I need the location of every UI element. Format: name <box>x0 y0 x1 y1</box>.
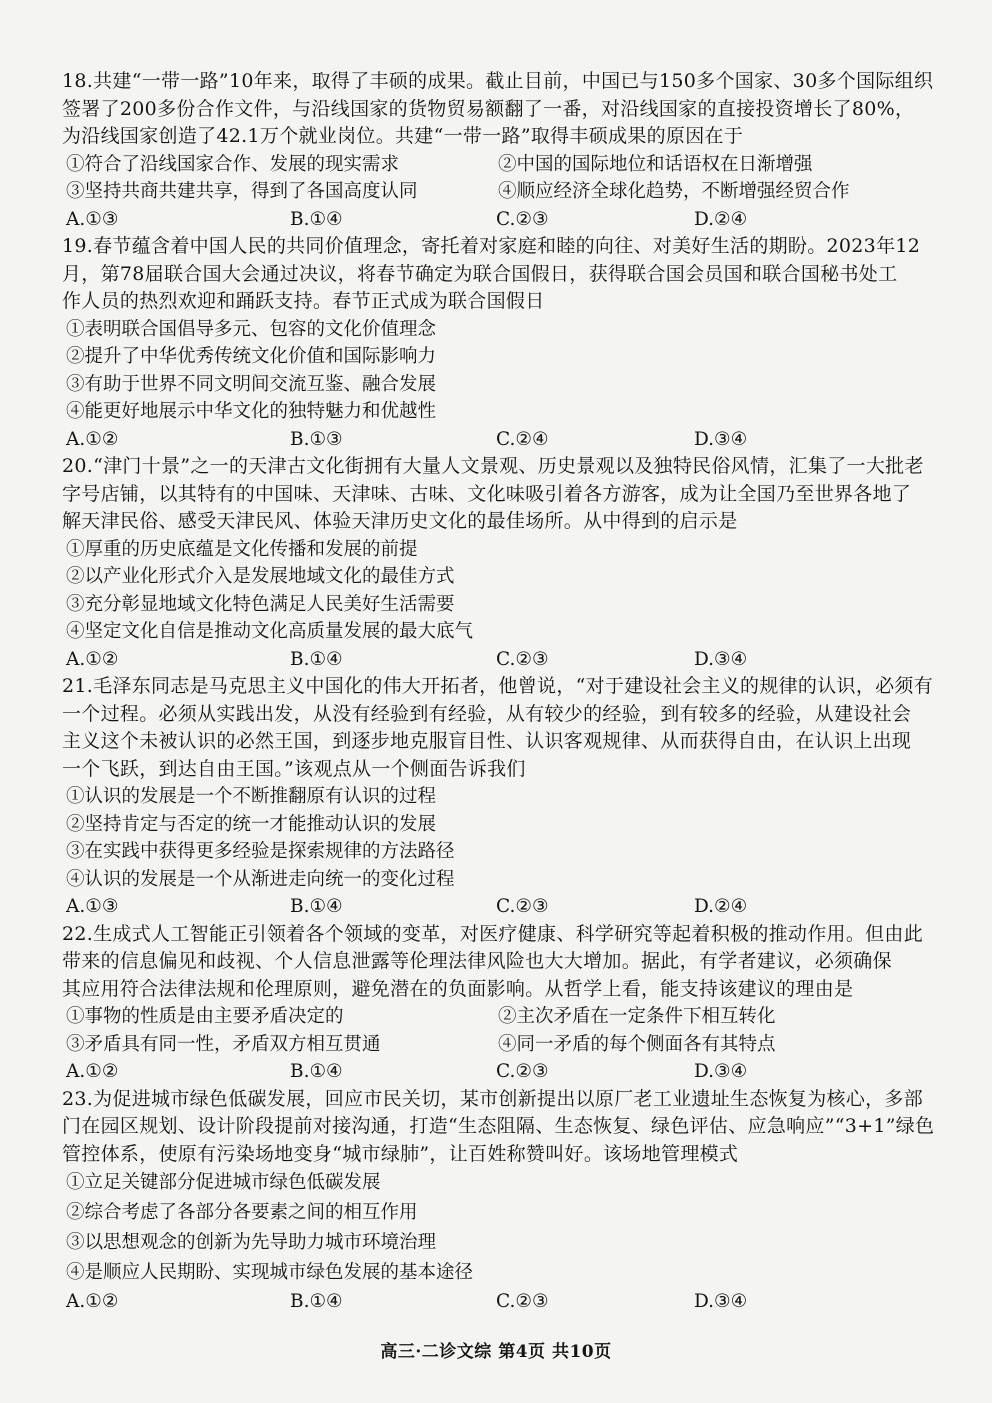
question-21-option-2: ②坚持肯定与否定的统一才能推动认识的发展 <box>66 813 437 835</box>
question-21-stem-line-4: 一个飞跃，到达自由王国。”该观点从一个侧面告诉我们 <box>62 757 526 780</box>
question-22-stem-line-2: 带来的信息偏见和歧视、个人信息泄露等伦理法律风险也大大增加。据此，有学者建议，必须确保 <box>62 950 892 972</box>
question-22 <box>62 921 942 1086</box>
question-23-option-1: ①立足关键部分促进城市绿色低碳发展 <box>66 1172 381 1193</box>
question-21-choices <box>62 893 942 921</box>
question-18-option-4: ④顺应经济全球化趋势，不断增强经贸合作 <box>498 181 850 202</box>
question-19-option-1: ①表明联合国倡导多元、包容的文化价值理念 <box>66 318 437 340</box>
question-20-stem-line-2: 字号店铺，以其特有的中国味、天津味、古味、文化味吸引着各方游客，成为让全国乃至世界各地了 <box>62 482 912 505</box>
question-21-choice-b[interactable]: B.①④ <box>290 896 343 917</box>
question-20-choice-d[interactable]: D.③④ <box>694 648 748 670</box>
question-18-option-1: ①符合了沿线国家合作、发展的现实需求 <box>66 153 400 175</box>
question-21-stem-line-2: 一个过程。必须从实践出发，从没有经验到有经验，从有较少的经验，到有较多的经验，从建设社会 <box>62 702 912 725</box>
question-22-choice-b[interactable]: B.①④ <box>290 1061 343 1082</box>
question-23-choice-d[interactable]: D.③④ <box>694 1291 748 1312</box>
question-20-option-4: ④坚定文化自信是推动文化高质量发展的最大底气 <box>66 621 474 642</box>
question-22-options-row-1 <box>62 1003 942 1031</box>
question-23-choice-a[interactable]: A.①② <box>66 1291 119 1312</box>
question-20-stem-line-3: 解天津民俗、感受天津民风、体验天津历史文化的最佳场所。从中得到的启示是 <box>62 510 738 532</box>
question-20-option-1: ①厚重的历史底蕴是文化传播和发展的前提 <box>66 538 418 560</box>
question-20-choice-a[interactable]: A.①② <box>66 648 119 670</box>
question-18-option-2: ②中国的国际地位和话语权在日渐增强 <box>498 153 813 175</box>
question-19-choice-c[interactable]: C.②④ <box>496 428 549 450</box>
question-22-choice-a[interactable]: A.①② <box>66 1061 119 1082</box>
question-23-stem-line-2: 门在园区规划、设计阶段提前对接沟通，打造“生态阻隔、生态恢复、绿色评估、应急响应”“3+1”绿色 <box>62 1115 935 1137</box>
question-21-option-4: ④认识的发展是一个从渐进走向统一的变化过程 <box>66 868 455 890</box>
question-19-choice-d[interactable]: D.③④ <box>694 428 748 450</box>
question-21-stem-line-3: 主义这个未被认识的必然王国，到逐步地克服盲目性、认识客观规律、从而获得自由，在认识上出现 <box>62 730 912 752</box>
question-18-stem-line-1: 18.共建“一带一路”10年来，取得了丰硕的成果。截止目前，中国已与150多个国家、30多个国际组织 <box>62 70 934 92</box>
question-18-choice-a[interactable]: A.①③ <box>66 208 119 230</box>
question-23-stem-line-1: 23.为促进城市绿色低碳发展，回应市民关切，某市创新提出以原厂老工业遗址生态恢复为核心，多部 <box>62 1087 924 1110</box>
question-20-option-2: ②以产业化形式介入是发展地域文化的最佳方式 <box>66 566 455 587</box>
question-23-choice-c[interactable]: C.②③ <box>496 1291 549 1312</box>
question-18-options-row-2 <box>62 178 942 206</box>
question-23-choice-b[interactable]: B.①④ <box>290 1291 343 1312</box>
question-18-options-row-1 <box>62 151 942 179</box>
question-19-stem-line-2: 月，第78届联合国大会通过决议，将春节确定为联合国假日，获得联合国会员国和联合国秘书处工 <box>62 262 898 285</box>
question-22-stem-line-3: 其应用符合法律法规和伦理原则，避免潜在的负面影响。从哲学上看，能支持该建议的理由是 <box>62 977 854 1000</box>
question-21-choice-c[interactable]: C.②③ <box>496 896 549 917</box>
exam-page <box>62 68 942 1316</box>
question-18 <box>62 68 942 233</box>
question-18-choice-c[interactable]: C.②③ <box>496 208 549 230</box>
question-22-choices <box>62 1058 942 1086</box>
question-22-option-1: ①事物的性质是由主要矛盾决定的 <box>66 1006 344 1027</box>
question-19-stem-line-1: 19.春节蕴含着中国人民的共同价值理念，寄托着对家庭和睦的向往、对美好生活的期盼。2023年12 <box>62 235 921 257</box>
question-19-option-2: ②提升了中华优秀传统文化价值和国际影响力 <box>66 346 437 367</box>
question-20-stem-line-1: 20.“津门十景”之一的天津古文化街拥有大量人文景观、历史景观以及独特民俗风情，汇集了一大批老 <box>62 455 924 477</box>
question-21-option-3: ③在实践中获得更多经验是探索规律的方法路径 <box>66 841 455 862</box>
question-19 <box>62 233 942 453</box>
question-22-stem-line-1: 22.生成式人工智能正引领着各个领域的变革，对医疗健康、科学研究等起着积极的推动作用。但由此 <box>62 922 924 945</box>
question-18-choice-b[interactable]: B.①④ <box>290 208 343 230</box>
question-20-option-3: ③充分彰显地域文化特色满足人民美好生活需要 <box>66 593 455 615</box>
question-19-choice-b[interactable]: B.①③ <box>290 428 343 450</box>
question-22-option-4: ④同一矛盾的每个侧面各有其特点 <box>498 1033 776 1055</box>
question-23-option-3: ③以思想观念的创新为先导助力城市环境治理 <box>66 1232 437 1253</box>
question-21-option-1: ①认识的发展是一个不断推翻原有认识的过程 <box>66 786 437 807</box>
question-21-choice-d[interactable]: D.②④ <box>694 896 748 917</box>
question-22-option-2: ②主次矛盾在一定条件下相互转化 <box>498 1006 776 1027</box>
question-18-choices <box>62 206 942 234</box>
question-20 <box>62 453 942 673</box>
question-18-stem-line-3: 为沿线国家创造了42.1万个就业岗位。共建“一带一路”取得丰硕成果的原因在于 <box>62 125 744 147</box>
question-19-choices <box>62 426 942 454</box>
question-18-choice-d[interactable]: D.②④ <box>694 208 748 230</box>
page-footer: 高三·二诊文综 第4页 共10页 <box>380 1342 612 1362</box>
question-23-option-4: ④是顺应人民期盼、实现城市绿色发展的基本途径 <box>66 1262 474 1283</box>
question-23-stem-line-3: 管控体系，使原有污染场地变身“城市绿肺”，让百姓称赞叫好。该场地管理模式 <box>62 1142 739 1165</box>
question-20-choice-b[interactable]: B.①④ <box>290 648 343 670</box>
question-21-choice-a[interactable]: A.①③ <box>66 896 119 917</box>
question-19-stem-line-3: 作人员的热烈欢迎和踊跃支持。春节正式成为联合国假日 <box>62 290 545 312</box>
question-22-choice-d[interactable]: D.③④ <box>694 1061 748 1082</box>
question-22-option-3: ③矛盾具有同一性，矛盾双方相互贯通 <box>66 1033 381 1055</box>
question-20-choice-c[interactable]: C.②③ <box>496 648 549 670</box>
question-23-choices <box>62 1288 942 1316</box>
question-19-choice-a[interactable]: A.①② <box>66 428 119 450</box>
question-21 <box>62 673 942 921</box>
question-23 <box>62 1086 942 1316</box>
question-19-option-4: ④能更好地展示中华文化的独特魅力和优越性 <box>66 401 437 422</box>
question-18-option-3: ③坚持共商共建共享，得到了各国高度认同 <box>66 181 418 202</box>
question-19-option-3: ③有助于世界不同文明间交流互鉴、融合发展 <box>66 373 437 395</box>
question-23-option-2: ②综合考虑了各部分各要素之间的相互作用 <box>66 1202 418 1223</box>
question-22-choice-c[interactable]: C.②③ <box>496 1061 549 1082</box>
question-20-choices <box>62 646 942 674</box>
question-21-stem-line-1: 21.毛泽东同志是马克思主义中国化的伟大开拓者，他曾说，“对于建设社会主义的规律的认识，必须有 <box>62 675 934 697</box>
question-18-stem-line-2: 签署了200多份合作文件，与沿线国家的货物贸易额翻了一番，对沿线国家的直接投资增长了80%， <box>62 97 915 120</box>
question-22-options-row-2 <box>62 1031 942 1059</box>
